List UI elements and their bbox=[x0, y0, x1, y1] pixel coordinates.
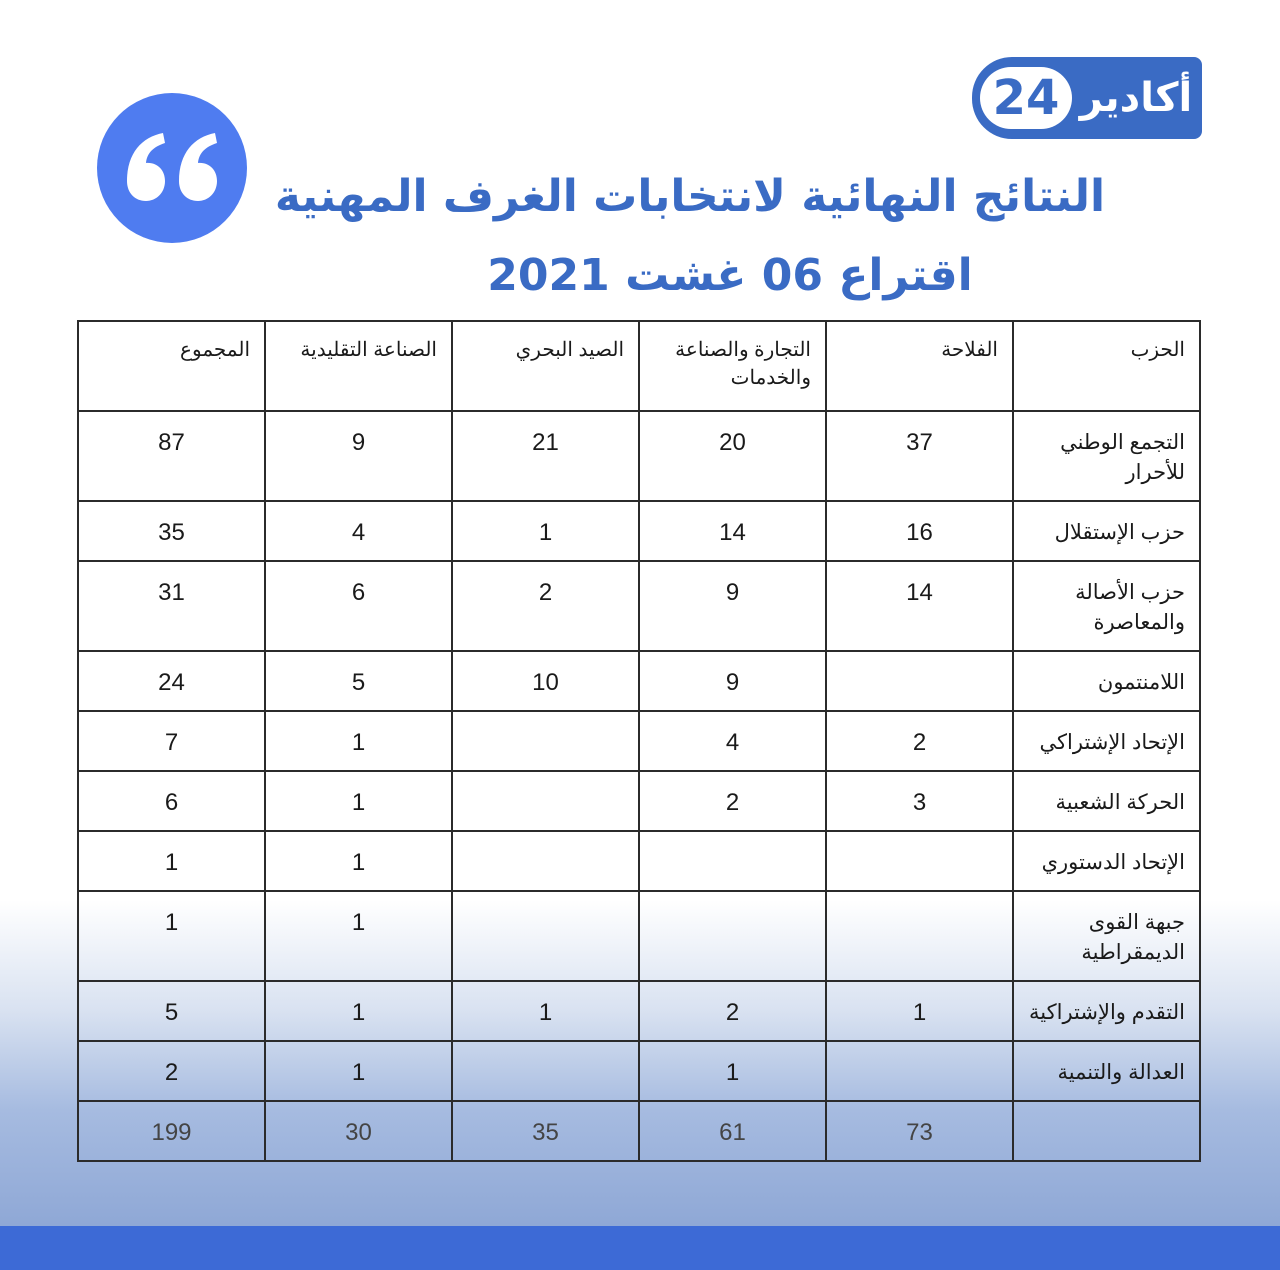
party-cell bbox=[1013, 1101, 1200, 1161]
grand-total: 199 bbox=[78, 1101, 265, 1161]
column-header-crafts: الصناعة التقليدية bbox=[265, 321, 452, 411]
party-cell: جبهة القوى الديمقراطية bbox=[1013, 891, 1200, 981]
value-cell bbox=[452, 1041, 639, 1101]
column-header-party: الحزب bbox=[1013, 321, 1200, 411]
table-row bbox=[78, 411, 1200, 501]
party-cell: الإتحاد الدستوري bbox=[1013, 831, 1200, 891]
value-cell: 2 bbox=[639, 771, 826, 831]
table-row bbox=[78, 501, 1200, 561]
logo-number: 24 bbox=[980, 67, 1072, 129]
results-table bbox=[77, 320, 1201, 1162]
value-cell: 9 bbox=[639, 561, 826, 651]
value-cell: 1 bbox=[265, 831, 452, 891]
page-subtitle: اقتراع 06 غشت 2021 bbox=[487, 250, 973, 301]
value-cell: 1 bbox=[452, 981, 639, 1041]
totals-row bbox=[78, 1101, 1200, 1161]
party-cell: التقدم والإشتراكية bbox=[1013, 981, 1200, 1041]
party-cell: التجمع الوطني للأحرار bbox=[1013, 411, 1200, 501]
table-header-row bbox=[78, 321, 1200, 411]
value-cell: 4 bbox=[265, 501, 452, 561]
column-header-total: المجموع bbox=[78, 321, 265, 411]
total-cell: 6 bbox=[78, 771, 265, 831]
value-cell: 4 bbox=[639, 711, 826, 771]
page-title: النتائج النهائية لانتخابات الغرف المهنية bbox=[274, 171, 1106, 222]
value-cell: 37 bbox=[826, 411, 1013, 501]
table-row bbox=[78, 1041, 1200, 1101]
value-cell: 1 bbox=[265, 981, 452, 1041]
party-cell: الحركة الشعبية bbox=[1013, 771, 1200, 831]
value-cell: 6 bbox=[265, 561, 452, 651]
column-header-commerce: التجارة والصناعة والخدمات bbox=[639, 321, 826, 411]
table-row bbox=[78, 831, 1200, 891]
value-cell: 2 bbox=[639, 981, 826, 1041]
total-cell: 87 bbox=[78, 411, 265, 501]
total-cell: 5 bbox=[78, 981, 265, 1041]
table-row bbox=[78, 651, 1200, 711]
value-cell: 9 bbox=[639, 651, 826, 711]
party-cell: العدالة والتنمية bbox=[1013, 1041, 1200, 1101]
total-cell: 1 bbox=[78, 831, 265, 891]
party-cell: حزب الأصالة والمعاصرة bbox=[1013, 561, 1200, 651]
value-cell: 10 bbox=[452, 651, 639, 711]
value-cell: 2 bbox=[452, 561, 639, 651]
site-logo bbox=[972, 57, 1202, 139]
total-agriculture: 73 bbox=[826, 1101, 1013, 1161]
total-fishing: 35 bbox=[452, 1101, 639, 1161]
value-cell: 21 bbox=[452, 411, 639, 501]
table-row bbox=[78, 891, 1200, 981]
value-cell bbox=[452, 771, 639, 831]
value-cell: 9 bbox=[265, 411, 452, 501]
value-cell bbox=[826, 831, 1013, 891]
value-cell: 1 bbox=[639, 1041, 826, 1101]
value-cell: 16 bbox=[826, 501, 1013, 561]
value-cell: 3 bbox=[826, 771, 1013, 831]
value-cell: 1 bbox=[452, 501, 639, 561]
value-cell: 1 bbox=[265, 1041, 452, 1101]
total-cell: 2 bbox=[78, 1041, 265, 1101]
party-cell: حزب الإستقلال bbox=[1013, 501, 1200, 561]
value-cell bbox=[639, 891, 826, 981]
total-crafts: 30 bbox=[265, 1101, 452, 1161]
table-row bbox=[78, 771, 1200, 831]
total-cell: 7 bbox=[78, 711, 265, 771]
value-cell: 14 bbox=[639, 501, 826, 561]
table-row bbox=[78, 711, 1200, 771]
value-cell bbox=[826, 651, 1013, 711]
value-cell bbox=[826, 891, 1013, 981]
value-cell: 5 bbox=[265, 651, 452, 711]
table-row bbox=[78, 561, 1200, 651]
value-cell: 1 bbox=[265, 711, 452, 771]
value-cell: 20 bbox=[639, 411, 826, 501]
total-commerce: 61 bbox=[639, 1101, 826, 1161]
total-cell: 1 bbox=[78, 891, 265, 981]
value-cell bbox=[452, 831, 639, 891]
quote-marks-icon bbox=[97, 93, 247, 243]
value-cell: 2 bbox=[826, 711, 1013, 771]
value-cell: 1 bbox=[265, 771, 452, 831]
total-cell: 31 bbox=[78, 561, 265, 651]
value-cell: 1 bbox=[826, 981, 1013, 1041]
value-cell bbox=[452, 891, 639, 981]
column-header-fishing: الصيد البحري bbox=[452, 321, 639, 411]
bottom-bar bbox=[0, 1226, 1280, 1270]
value-cell: 14 bbox=[826, 561, 1013, 651]
value-cell: 1 bbox=[265, 891, 452, 981]
value-cell bbox=[452, 711, 639, 771]
party-cell: الإتحاد الإشتراكي bbox=[1013, 711, 1200, 771]
total-cell: 24 bbox=[78, 651, 265, 711]
value-cell bbox=[826, 1041, 1013, 1101]
total-cell: 35 bbox=[78, 501, 265, 561]
party-cell: اللامنتمون bbox=[1013, 651, 1200, 711]
table-row bbox=[78, 981, 1200, 1041]
value-cell bbox=[639, 831, 826, 891]
logo-name: أكادير bbox=[1079, 75, 1193, 121]
column-header-agriculture: الفلاحة bbox=[826, 321, 1013, 411]
